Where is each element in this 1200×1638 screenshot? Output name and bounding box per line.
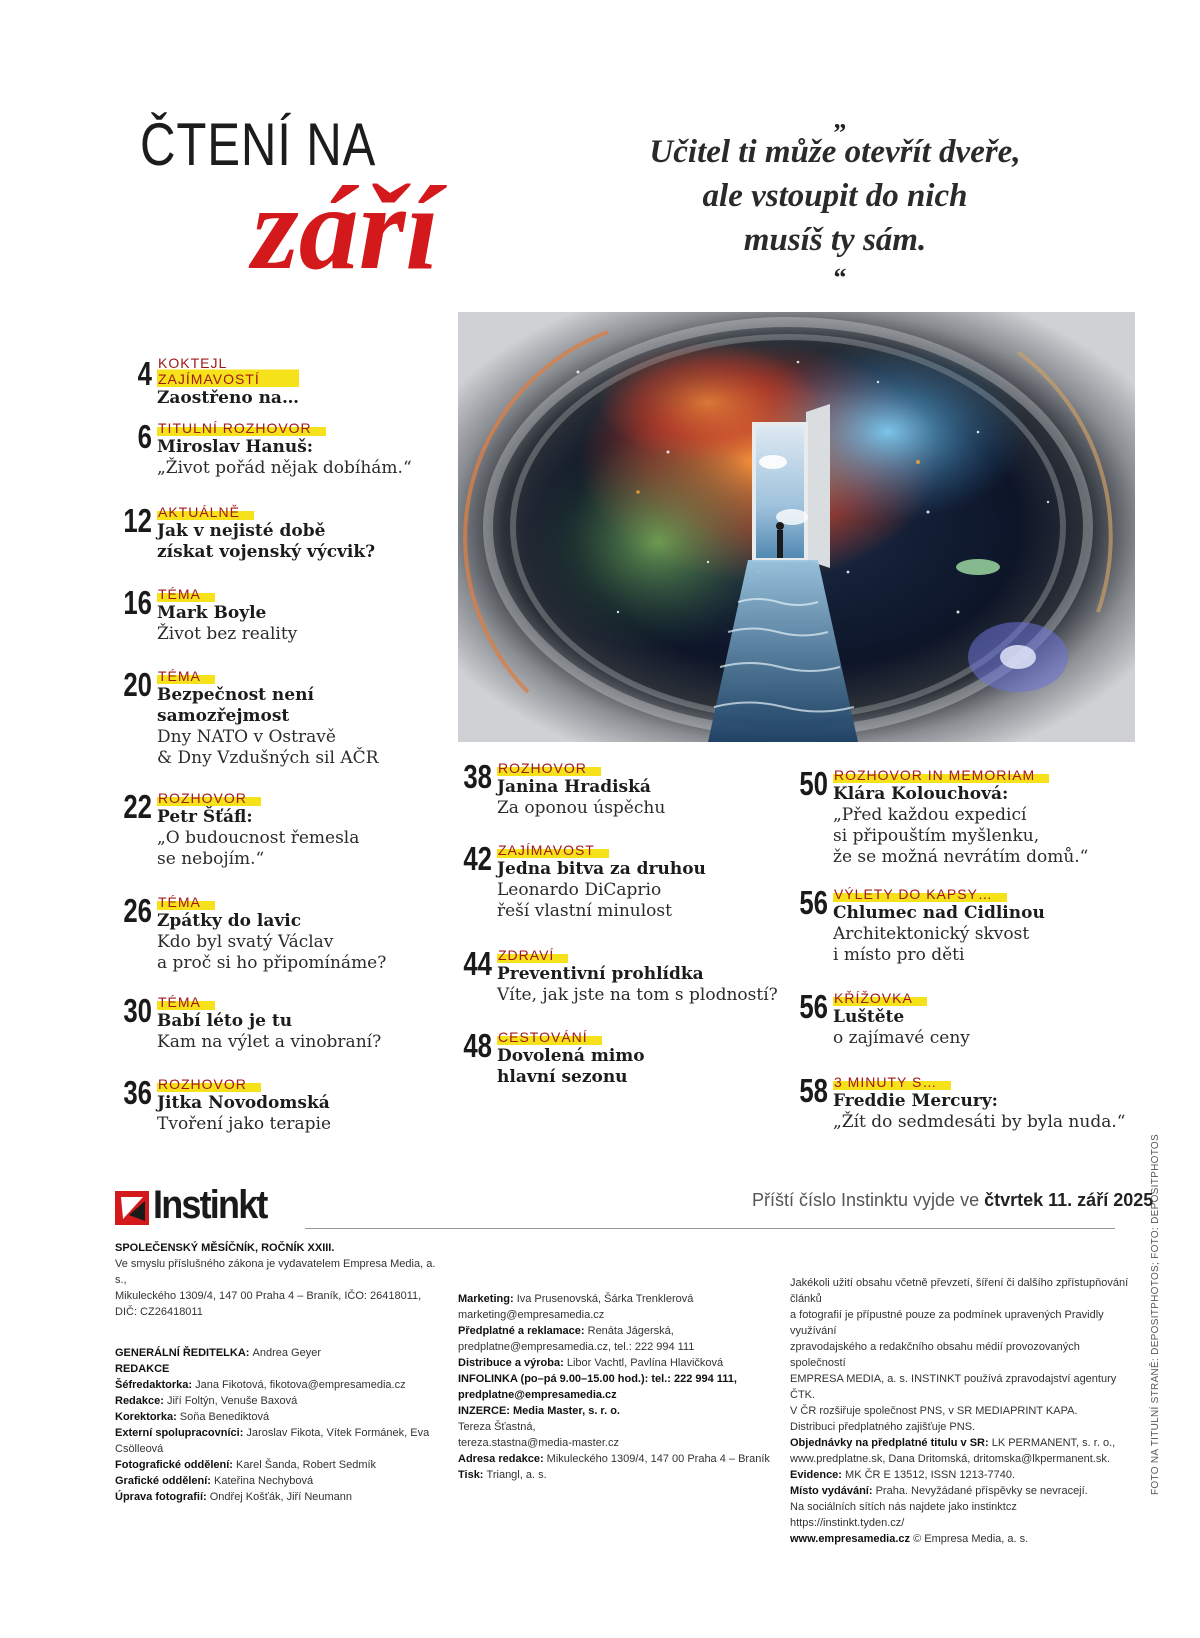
info-line: [790, 1403, 1130, 1419]
info-value: © Empresa Media, a. s.: [913, 1533, 1029, 1545]
info-line: [458, 1387, 778, 1403]
entry-headline: Jedna bitva za druhou: [497, 859, 706, 879]
info-label: GENERÁLNÍ ŘEDITELKA:: [115, 1347, 253, 1359]
page-number: 48: [463, 1027, 492, 1064]
entry-subtitle: Víte, jak jste na tom s plodností?: [497, 985, 778, 1005]
info-value: Soňa Benediktová: [179, 1411, 270, 1423]
quote-line: Učitel ti může otevřít dveře,: [649, 134, 1021, 170]
info-value: V ČR rozšiřuje společnost PNS, v SR MEDIAPRINT KAPA.: [790, 1405, 1078, 1417]
info-value: Jiří Foltýn, Venuše Baxová: [166, 1395, 298, 1407]
category-label: ZDRAVÍ: [497, 947, 568, 963]
info-value: Libor Vachtl, Pavlína Hlavičková: [566, 1357, 724, 1369]
info-line: [115, 1473, 445, 1489]
page-title-top: ČTENÍ NA: [140, 111, 377, 178]
info-value: EMPRESA MEDIA, a. s. INSTINKT používá zpravodajství agentury ČTK.: [790, 1373, 1117, 1401]
info-line: [790, 1339, 1130, 1371]
entry-headline: Jitka Novodomská: [157, 1093, 330, 1113]
entry-text: [833, 765, 1088, 868]
page-number: 56: [799, 884, 828, 921]
page-number: 58: [799, 1072, 828, 1109]
info-line: [790, 1531, 1130, 1547]
entry-headline: Dovolená mimo: [497, 1046, 645, 1066]
entry-text: [833, 884, 1045, 966]
info-value: Iva Prusenovská, Šárka Trenklerová: [516, 1293, 694, 1305]
entry-text: [497, 1027, 645, 1088]
info-line: [458, 1419, 778, 1435]
info-line: [458, 1355, 778, 1371]
info-label: Fotografické oddělení:: [115, 1459, 237, 1471]
page-title-month: září: [252, 161, 439, 294]
info-line: [458, 1371, 778, 1387]
info-label: Tisk:: [458, 1469, 487, 1481]
entry-headline: Jak v nejisté době: [157, 521, 326, 541]
entry-headline: Chlumec nad Cidlinou: [833, 903, 1045, 923]
info-line: [458, 1403, 778, 1419]
info-value: www.predplatne.sk, Dana Dritomská, dritomska@lkpermanent.sk.: [790, 1453, 1110, 1465]
entry-text: [157, 355, 299, 409]
info-line: [115, 1345, 445, 1361]
info-value: Distribuci předplatného zajišťuje PNS.: [790, 1421, 976, 1433]
entry-text: [497, 840, 706, 922]
category-label: KOKTEJL ZAJÍMAVOSTÍ: [157, 355, 299, 387]
info-value: Triangl, a. s.: [486, 1469, 547, 1481]
entry-text: [497, 945, 778, 1006]
quote-open-mark: „: [833, 105, 847, 134]
info-line: [458, 1307, 778, 1323]
marketing-info: [458, 1291, 778, 1483]
info-label: Marketing:: [458, 1293, 517, 1305]
info-label: Redakce:: [115, 1395, 167, 1407]
page-number: 30: [123, 992, 152, 1029]
entry-text: [833, 1072, 1125, 1133]
category-label: TÉMA: [157, 894, 215, 910]
info-value: Tereza Šťastná,: [458, 1421, 536, 1433]
info-line: [115, 1256, 445, 1288]
staff-list: [115, 1345, 445, 1505]
info-value: predplatne@empresamedia.cz, tel.: 222 994 111: [458, 1341, 695, 1353]
category-label: TÉMA: [157, 586, 215, 602]
next-issue-prefix: Příští číslo Instinktu vyjde ve: [752, 1190, 980, 1210]
info-value: tereza.stastna@media-master.cz: [458, 1437, 619, 1449]
entry-text: [157, 992, 381, 1053]
category-label: TITULNÍ ROZHOVOR: [157, 420, 326, 436]
info-value: Ve smyslu příslušného zákona je vydavatelem Empresa Media, a. s.,: [115, 1258, 436, 1286]
info-line: [458, 1435, 778, 1451]
entry-headline: Zaostřeno na…: [157, 388, 299, 408]
entry-subtitle: & Dny Vzdušných sil AČR: [157, 748, 379, 768]
entry-subtitle: si připouštím myšlenku,: [833, 826, 1040, 846]
info-value: Andrea Geyer: [252, 1347, 321, 1359]
quote-line: ale vstoupit do nich: [702, 178, 968, 214]
info-line: [115, 1240, 445, 1256]
entry-subtitle: Kam na výlet a vinobraní?: [157, 1032, 382, 1052]
info-value: Karel Šanda, Robert Sedmík: [236, 1459, 377, 1471]
info-label: SPOLEČENSKÝ MĚSÍČNÍK, ROČNÍK XXIII.: [115, 1242, 335, 1254]
info-line: [115, 1393, 445, 1409]
photo-credit: FOTO NA TITULNÍ STRANĚ: DEPOSITPHOTOS; FOTO: DEPOSITPHOTOS: [1150, 1134, 1161, 1495]
entry-headline: hlavní sezonu: [497, 1067, 628, 1087]
page-number: 22: [123, 788, 152, 825]
category-label: ROZHOVOR IN MEMORIAM: [833, 767, 1049, 783]
category-label: KŘÍŽOVKA: [833, 990, 927, 1006]
info-line: [790, 1275, 1130, 1307]
entry-headline: samozřejmost: [157, 706, 290, 726]
info-value: DIČ: CZ26418011: [115, 1306, 203, 1318]
entry-headline: Klára Kolouchová:: [833, 784, 1009, 804]
entry-subtitle: „O budoucnost řemesla: [157, 828, 360, 848]
page-number: 42: [463, 840, 492, 877]
entry-text: [157, 418, 412, 479]
category-label: TÉMA: [157, 668, 215, 684]
page-number: 38: [463, 758, 492, 795]
page-number: 50: [799, 765, 828, 802]
entry-subtitle: řeší vlastní minulost: [497, 901, 672, 921]
info-value: a fotografií je přípustné pouze za podmínek upravených Pravidly využívání: [790, 1309, 1104, 1337]
entry-headline: Zpátky do lavic: [157, 911, 302, 931]
info-label: Objednávky na předplatné titulu v SR:: [790, 1437, 992, 1449]
category-label: ROZHOVOR: [497, 760, 601, 776]
info-label: Úprava fotografií:: [115, 1491, 210, 1503]
entry-headline: Freddie Mercury:: [833, 1091, 998, 1111]
instinkt-logo[interactable]: [115, 1183, 285, 1229]
info-value: Kateřina Nechybová: [214, 1475, 314, 1487]
entry-headline: Janina Hradiská: [497, 777, 651, 797]
info-value: Jakékoli užití obsahu včetně převzetí, šíření či dalšího zpřístupňování článků: [790, 1277, 1129, 1305]
entry-headline: Bezpečnost není: [157, 685, 314, 705]
info-line: [115, 1377, 445, 1393]
entry-subtitle: Architektonický skvost: [833, 924, 1030, 944]
page-number: 16: [123, 584, 152, 621]
info-line: [458, 1467, 778, 1483]
entry-subtitle: Za oponou úspěchu: [497, 798, 666, 818]
info-value: MK ČR E 13512, ISSN 1213-7740.: [845, 1469, 1016, 1481]
info-line: [458, 1323, 778, 1339]
publisher-info: [115, 1240, 445, 1320]
entry-subtitle: „Žít do sedmdesáti by byla nuda.“: [833, 1112, 1126, 1132]
info-label: predplatne@empresamedia.cz: [458, 1389, 617, 1401]
info-value: Renáta Jágerská,: [587, 1325, 674, 1337]
info-line: [790, 1451, 1130, 1467]
entry-subtitle: „Před každou expedicí: [833, 805, 1027, 825]
info-line: [790, 1307, 1130, 1339]
entry-text: [157, 666, 378, 769]
page-number: 6: [137, 418, 152, 455]
quote-block: [600, 105, 1070, 292]
info-line: [115, 1288, 445, 1304]
info-value: https://instinkt.tyden.cz/: [790, 1517, 905, 1529]
page-number: 12: [123, 502, 152, 539]
info-value: Jana Fikotová, fikotova@empresamedia.cz: [195, 1379, 406, 1391]
info-value: Na sociálních sítích nás najdete jako instinktcz: [790, 1501, 1017, 1513]
category-label: TÉMA: [157, 994, 215, 1010]
entry-subtitle: Leonardo DiCaprio: [497, 880, 662, 900]
category-label: AKTUÁLNĚ: [157, 504, 254, 520]
entry-text: [497, 758, 665, 819]
info-label: Místo vydávání:: [790, 1485, 876, 1497]
info-label: Šéfredaktorka:: [115, 1379, 196, 1391]
entry-text: [157, 584, 297, 645]
info-line: [458, 1451, 778, 1467]
info-line: [790, 1419, 1130, 1435]
entry-subtitle: že se možná nevrátím domů.“: [833, 847, 1089, 867]
info-label: Evidence:: [790, 1469, 846, 1481]
entry-headline: Miroslav Hanuš:: [157, 437, 314, 457]
entry-text: [833, 988, 970, 1049]
page-number: 20: [123, 666, 152, 703]
info-line: [115, 1361, 445, 1377]
entry-headline: Babí léto je tu: [157, 1011, 293, 1031]
info-line: [115, 1304, 445, 1320]
info-value: marketing@empresamedia.cz: [458, 1309, 605, 1321]
info-line: [115, 1489, 445, 1505]
hero-illustration: [458, 312, 1135, 742]
entry-headline: Luštěte: [833, 1007, 905, 1027]
info-line: [790, 1515, 1130, 1531]
info-label: Předplatné a reklamace:: [458, 1325, 588, 1337]
entry-subtitle: o zajímavé ceny: [833, 1028, 970, 1048]
logo-wordmark: Instinkt: [153, 1183, 267, 1227]
info-value: Mikuleckého 1309/4, 147 00 Praha 4 – Braník: [546, 1453, 770, 1465]
info-line: [790, 1499, 1130, 1515]
entry-subtitle: Dny NATO v Ostravě: [157, 727, 336, 747]
info-label: REDAKCE: [115, 1363, 170, 1375]
info-label: Adresa redakce:: [458, 1453, 547, 1465]
legal-info: [790, 1275, 1130, 1547]
info-label: Korektorka:: [115, 1411, 180, 1423]
quote-line: musíš ty sám.: [743, 222, 927, 258]
info-line: [115, 1457, 445, 1473]
category-label: CESTOVÁNÍ: [497, 1029, 602, 1045]
info-line: [790, 1435, 1130, 1451]
info-line: [115, 1425, 445, 1457]
page-number: 26: [123, 892, 152, 929]
info-label: Distribuce a výroba:: [458, 1357, 567, 1369]
info-line: [790, 1483, 1130, 1499]
info-label: Externí spolupracovníci:: [115, 1427, 247, 1439]
category-label: VÝLETY DO KAPSY…: [833, 886, 1007, 902]
page-number: 36: [123, 1074, 152, 1111]
info-line: [790, 1467, 1130, 1483]
info-value: Mikuleckého 1309/4, 147 00 Praha 4 – Braník, IČO: 26418011,: [115, 1290, 422, 1302]
page-number: 4: [137, 355, 152, 392]
page-number: 56: [799, 988, 828, 1025]
info-line: [458, 1339, 778, 1355]
next-issue-note: [752, 1190, 1153, 1211]
entry-subtitle: „Život pořád nějak dobíhám.“: [157, 458, 412, 478]
info-label: Grafické oddělení:: [115, 1475, 215, 1487]
entry-subtitle: i místo pro děti: [833, 945, 965, 965]
entry-headline: Petr Šťáfl:: [157, 807, 253, 827]
info-value: Ondřej Košťák, Jiří Neumann: [209, 1491, 353, 1503]
quote-close-mark: “: [833, 263, 847, 292]
entry-text: [157, 892, 386, 974]
entry-headline: Preventivní prohlídka: [497, 964, 704, 984]
info-line: [115, 1409, 445, 1425]
entry-subtitle: Život bez reality: [157, 624, 298, 644]
info-label: INFOLINKA (po–pá 9.00–15.00 hod.): tel.: 222 994 111,: [458, 1373, 737, 1385]
info-label: INZERCE: Media Master, s. r. o.: [458, 1405, 620, 1417]
entry-headline: získat vojenský výcvik?: [157, 542, 376, 562]
entry-text: [157, 788, 359, 870]
info-label: www.empresamedia.cz: [790, 1533, 914, 1545]
category-label: ROZHOVOR: [157, 790, 261, 806]
info-line: [458, 1291, 778, 1307]
entry-subtitle: se nebojím.“: [157, 849, 265, 869]
footer-divider: [305, 1228, 1115, 1229]
category-label: ZAJÍMAVOST: [497, 842, 609, 858]
page-number: 44: [463, 945, 492, 982]
info-line: [790, 1371, 1130, 1403]
entry-text: [157, 1074, 331, 1135]
info-value: LK PERMANENT, s. r. o.,: [991, 1437, 1116, 1449]
entry-subtitle: Tvoření jako terapie: [157, 1114, 332, 1134]
next-issue-date: čtvrtek 11. září 2025: [984, 1190, 1154, 1210]
entry-headline: Mark Boyle: [157, 603, 267, 623]
info-value: zpravodajského a redakčního obsahu médií provozovaných společností: [790, 1341, 1080, 1369]
entry-subtitle: a proč si ho připomínáme?: [157, 953, 387, 973]
category-label: 3 MINUTY S…: [833, 1074, 951, 1090]
entry-text: [157, 502, 375, 563]
info-value: Jaroslav Fikota, Vítek Formánek, Eva Csölleová: [115, 1427, 430, 1455]
info-value: Praha. Nevyžádané příspěvky se nevracejí.: [875, 1485, 1088, 1497]
entry-subtitle: Kdo byl svatý Václav: [157, 932, 334, 952]
cosmic-door-image: [458, 312, 1135, 742]
category-label: ROZHOVOR: [157, 1076, 261, 1092]
